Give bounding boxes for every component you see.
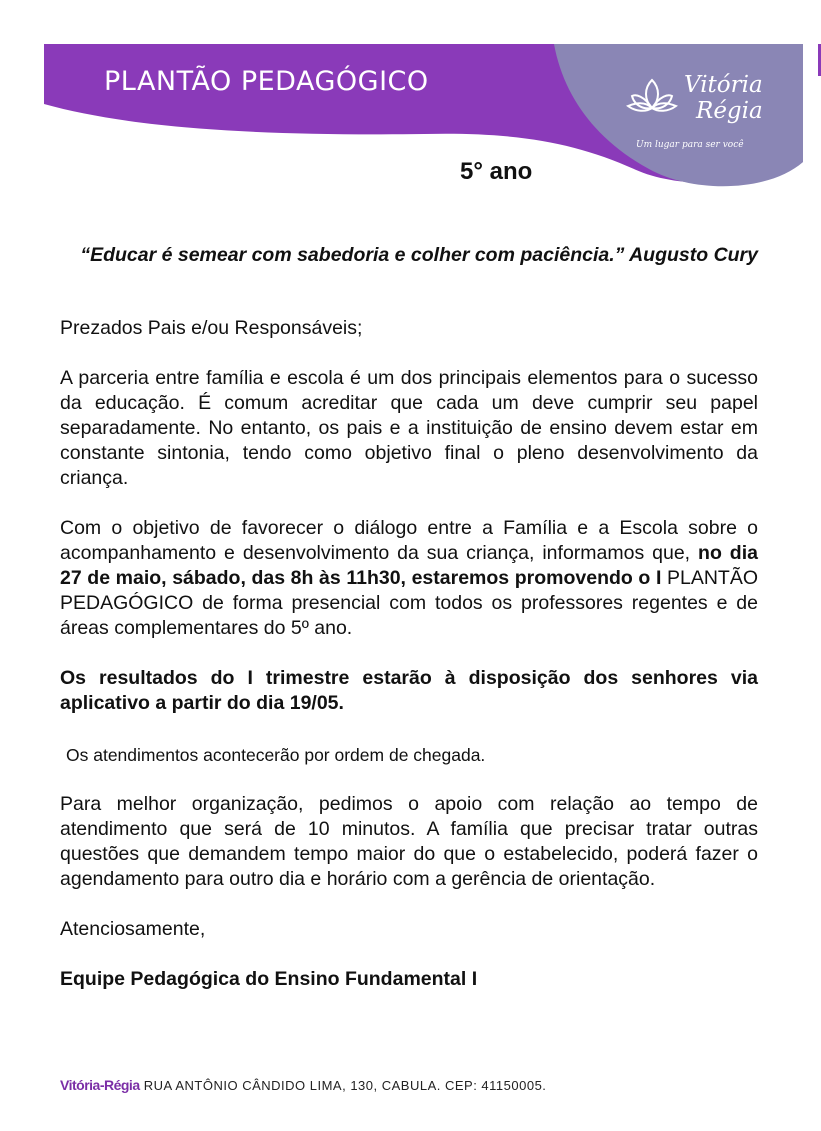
event-date: no dia 27 de maio, sábado, das 8h às 11h30, estaremos promovendo o I xyxy=(60,542,758,589)
logo-name-line1: Vitória xyxy=(684,72,763,98)
header-banner xyxy=(44,44,803,204)
banner-title: PLANTÃO PEDAGÓGICO xyxy=(104,66,429,97)
footer xyxy=(60,1077,546,1093)
event-details: PLANTÃO PEDAGÓGICO de forma presencial com todos os professores regentes e de áreas complementares do 5º ano. xyxy=(60,567,758,639)
signature: Equipe Pedagógica do Ensino Fundamental I xyxy=(60,968,478,990)
logo-tagline: Um lugar para ser você xyxy=(636,140,744,150)
schedule-note: Os atendimentos acontecerão por ordem de chegada. xyxy=(66,745,486,765)
event-intro: Com o objetivo de favorecer o diálogo entre a Família e a Escola sobre o acompanhamento e desenvolvimento da sua criança, informamos que, xyxy=(60,517,758,564)
paragraph-partnership: A parceria entre família e escola é um dos principais elementos para o sucesso da educação. É comum acreditar que cada um deve cumprir seu papel separadamente. No entanto, os pais e a instituição de ensino devem estar em constante sintonia, tendo como objetivo final o pleno desenvolvimento da criança. xyxy=(60,367,758,489)
quote: “Educar é semear com sabedoria e colher com paciência.” Augusto Cury xyxy=(80,244,758,266)
paragraph-organization: Para melhor organização, pedimos o apoio com relação ao tempo de atendimento que será de 10 minutos. A família que precisar tratar outras questões que demandem tempo maior do que o estabelecido, poderá fazer o agendamento para outro dia e horário com a gerência de orientação. xyxy=(60,793,758,890)
letter-body xyxy=(60,316,758,992)
results-notice: Os resultados do I trimestre estarão à disposição dos senhores via aplicativo a partir do dia 19/05. xyxy=(60,667,758,714)
logo-name-line2: Régia xyxy=(696,98,763,124)
lotus-logo-icon xyxy=(626,74,678,120)
closing: Atenciosamente, xyxy=(60,918,206,940)
logo-wordmark xyxy=(684,72,794,124)
footer-address: RUA ANTÔNIO CÂNDIDO LIMA, 130, CABULA. CEP: 41150005. xyxy=(143,1078,547,1093)
footer-brand: Vitória-Régia xyxy=(60,1077,140,1093)
greeting: Prezados Pais e/ou Responsáveis; xyxy=(60,317,363,339)
paragraph-event xyxy=(60,516,758,641)
grade-label: 5° ano xyxy=(460,158,533,185)
